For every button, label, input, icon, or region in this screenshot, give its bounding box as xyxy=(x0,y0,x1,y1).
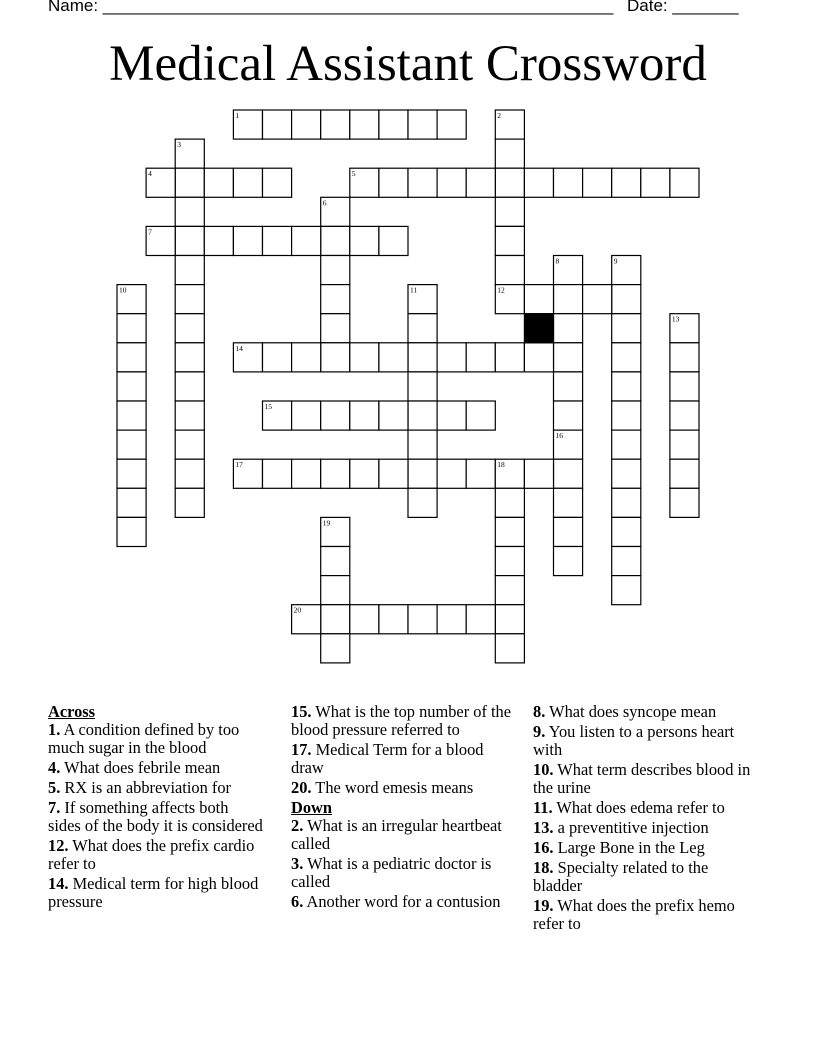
grid-cell[interactable] xyxy=(117,517,146,546)
grid-cell[interactable] xyxy=(379,459,408,488)
grid-cell[interactable] xyxy=(379,110,408,139)
grid-cell[interactable] xyxy=(350,605,379,634)
grid-cell[interactable] xyxy=(495,139,524,168)
grid-cell[interactable] xyxy=(408,314,437,343)
clue-number-4: 4 xyxy=(148,169,152,179)
clue-text: What term describes blood in the urine xyxy=(533,760,751,797)
grid-cell[interactable] xyxy=(495,226,524,255)
grid-cell[interactable] xyxy=(495,168,524,197)
date-field-label: Date: _______ xyxy=(627,0,739,15)
grid-cell[interactable] xyxy=(670,401,699,430)
grid-cell[interactable] xyxy=(524,343,553,372)
clue-number-11: 11 xyxy=(410,285,418,295)
clue-number-16: 16 xyxy=(555,431,563,441)
clue-number-18: 18 xyxy=(497,460,505,470)
clue-item xyxy=(291,855,513,891)
grid-cell[interactable] xyxy=(495,517,524,546)
grid-cell[interactable] xyxy=(670,168,699,197)
grid-cell[interactable] xyxy=(175,314,204,343)
grid-cell[interactable] xyxy=(437,168,466,197)
grid-cell[interactable] xyxy=(612,168,641,197)
grid-cell[interactable] xyxy=(117,430,146,459)
grid-cell[interactable] xyxy=(379,401,408,430)
grid-cell[interactable] xyxy=(495,256,524,285)
grid-cell[interactable] xyxy=(350,343,379,372)
grid-cell[interactable] xyxy=(233,168,262,197)
grid-cell[interactable] xyxy=(408,430,437,459)
clues-column-2 xyxy=(291,703,513,913)
clue-number: 12. xyxy=(48,836,69,855)
grid-cell[interactable] xyxy=(554,401,583,430)
grid-cell[interactable] xyxy=(612,547,641,576)
grid-cell[interactable] xyxy=(117,372,146,401)
grid-cell[interactable] xyxy=(495,634,524,663)
clues-column-3 xyxy=(533,703,758,935)
grid-cell[interactable] xyxy=(321,576,350,605)
grid-cell[interactable] xyxy=(437,605,466,634)
grid-cell[interactable] xyxy=(466,459,495,488)
clue-item xyxy=(291,741,513,777)
grid-cell[interactable] xyxy=(554,285,583,314)
grid-cell[interactable] xyxy=(612,314,641,343)
grid-cell[interactable] xyxy=(350,226,379,255)
clue-number: 14. xyxy=(48,874,69,893)
clue-item xyxy=(48,759,263,777)
clue-text: Large Bone in the Leg xyxy=(553,838,705,857)
grid-cell[interactable] xyxy=(641,168,670,197)
clue-text: What is the top number of the blood pressure referred to xyxy=(291,702,512,739)
clue-number: 8. xyxy=(533,702,546,721)
clue-number-6: 6 xyxy=(322,198,327,208)
grid-cell[interactable] xyxy=(554,547,583,576)
grid-cell[interactable] xyxy=(233,226,262,255)
grid-cell[interactable] xyxy=(495,547,524,576)
clue-number: 17. xyxy=(291,740,312,759)
grid-cell[interactable] xyxy=(554,372,583,401)
clue-number: 20. xyxy=(291,778,312,797)
clue-item xyxy=(533,859,758,895)
clue-text: a preventitive injection xyxy=(553,818,709,837)
grid-cell[interactable] xyxy=(321,547,350,576)
clue-item xyxy=(48,837,263,873)
grid-cell[interactable] xyxy=(263,226,292,255)
grid-cell[interactable] xyxy=(583,285,612,314)
clue-heading-across: Across xyxy=(48,702,96,721)
clue-number: 11. xyxy=(533,798,553,817)
grid-cell[interactable] xyxy=(408,459,437,488)
clue-text: What does febrile mean xyxy=(60,758,221,777)
clue-text: A condition defined by too much sugar in the blood xyxy=(48,720,240,757)
clue-item xyxy=(533,703,758,721)
grid-cell[interactable] xyxy=(204,226,233,255)
clue-number: 1. xyxy=(48,720,61,739)
clue-number-10: 10 xyxy=(119,285,127,295)
grid-cell[interactable] xyxy=(117,488,146,517)
grid-cell[interactable] xyxy=(612,459,641,488)
grid-cell[interactable] xyxy=(437,343,466,372)
clue-number: 7. xyxy=(48,798,61,817)
grid-cell[interactable] xyxy=(117,401,146,430)
grid-cell[interactable] xyxy=(554,168,583,197)
grid-cell[interactable] xyxy=(466,343,495,372)
grid-cell[interactable] xyxy=(350,459,379,488)
clue-number-2: 2 xyxy=(497,111,502,120)
clue-number-3: 3 xyxy=(177,140,181,150)
grid-cell[interactable] xyxy=(175,459,204,488)
clue-text: Specialty related to the bladder xyxy=(533,858,709,895)
grid-cell[interactable] xyxy=(495,488,524,517)
clue-text: Another word for a contusion xyxy=(303,892,501,911)
clue-number: 13. xyxy=(533,818,554,837)
grid-cell[interactable] xyxy=(321,314,350,343)
clue-number: 2. xyxy=(291,816,304,835)
grid-cell[interactable] xyxy=(292,343,321,372)
clue-number: 5. xyxy=(48,778,61,797)
grid-cell[interactable] xyxy=(495,197,524,226)
grid-cell[interactable] xyxy=(204,168,233,197)
clue-number-14: 14 xyxy=(235,343,243,353)
grid-cell[interactable] xyxy=(612,517,641,546)
grid-cell[interactable] xyxy=(495,605,524,634)
grid-cell[interactable] xyxy=(175,256,204,285)
clue-item xyxy=(291,779,513,797)
grid-cell[interactable] xyxy=(379,168,408,197)
name-field-label: Name: ______________________________________________________ xyxy=(48,0,614,15)
clue-number-12: 12 xyxy=(497,285,505,295)
grid-cell[interactable] xyxy=(175,488,204,517)
clue-number-19: 19 xyxy=(322,518,331,528)
grid-cell[interactable] xyxy=(437,459,466,488)
clue-number: 10. xyxy=(533,760,554,779)
grid-cell[interactable] xyxy=(379,605,408,634)
clue-item xyxy=(48,799,263,835)
grid-cell[interactable] xyxy=(321,634,350,663)
clue-text: What does the prefix hemo refer to xyxy=(533,896,735,933)
clue-text: Medical Term for a blood draw xyxy=(291,740,484,777)
clue-item xyxy=(291,893,513,911)
clue-number-1: 1 xyxy=(235,111,240,120)
grid-cell[interactable] xyxy=(670,459,699,488)
clue-item xyxy=(533,799,758,817)
grid-cell[interactable] xyxy=(612,285,641,314)
grid-cell[interactable] xyxy=(466,401,495,430)
clue-number: 18. xyxy=(533,858,554,877)
clue-item xyxy=(48,875,263,911)
clue-item xyxy=(533,819,758,837)
grid-cell[interactable] xyxy=(408,488,437,517)
grid-cell[interactable] xyxy=(117,459,146,488)
clue-item xyxy=(533,839,758,857)
grid-cell[interactable] xyxy=(175,343,204,372)
clue-number-8: 8 xyxy=(555,256,560,266)
clue-number-13: 13 xyxy=(671,314,680,324)
grid-cell[interactable] xyxy=(263,459,292,488)
grid-cell[interactable] xyxy=(321,343,350,372)
clue-text: What does the prefix cardio refer to xyxy=(48,836,255,873)
grid-cell[interactable] xyxy=(408,605,437,634)
clue-text: You listen to a persons heart with xyxy=(533,722,735,759)
clue-number: 15. xyxy=(291,702,312,721)
clue-number-9: 9 xyxy=(613,256,618,266)
grid-cell[interactable] xyxy=(175,401,204,430)
grid-cell[interactable] xyxy=(263,343,292,372)
clue-text: Medical term for high blood pressure xyxy=(48,874,259,911)
grid-cell[interactable] xyxy=(612,430,641,459)
clue-number-17: 17 xyxy=(235,460,243,470)
grid-cell[interactable] xyxy=(670,372,699,401)
grid-cell[interactable] xyxy=(524,168,553,197)
grid-cell[interactable] xyxy=(321,226,350,255)
grid-cell[interactable] xyxy=(408,343,437,372)
grid-cell[interactable] xyxy=(670,430,699,459)
clue-item xyxy=(533,723,758,759)
grid-cell[interactable] xyxy=(175,197,204,226)
clue-item xyxy=(533,897,758,933)
grid-cell[interactable] xyxy=(321,459,350,488)
grid-cell[interactable] xyxy=(321,285,350,314)
clue-number-20: 20 xyxy=(293,605,302,615)
clue-text: The word emesis means xyxy=(311,778,474,797)
grid-cell[interactable] xyxy=(263,110,292,139)
grid-cell[interactable] xyxy=(612,343,641,372)
clue-item xyxy=(291,703,513,739)
grid-cell[interactable] xyxy=(612,576,641,605)
grid-cell[interactable] xyxy=(350,110,379,139)
grid-cell[interactable] xyxy=(437,110,466,139)
grid-cell[interactable] xyxy=(117,343,146,372)
grid-cell[interactable] xyxy=(292,401,321,430)
grid-cell[interactable] xyxy=(350,401,379,430)
clue-text: What is an irregular heartbeat called xyxy=(291,816,502,853)
grid-cell[interactable] xyxy=(612,488,641,517)
clue-item xyxy=(48,779,263,797)
clue-number: 3. xyxy=(291,854,304,873)
clue-number: 9. xyxy=(533,722,546,741)
clue-heading-down: Down xyxy=(291,798,332,817)
grid-cell[interactable] xyxy=(495,343,524,372)
clue-number-5: 5 xyxy=(351,169,356,179)
grid-cell[interactable] xyxy=(670,343,699,372)
grid-cell[interactable] xyxy=(175,430,204,459)
clue-number: 16. xyxy=(533,838,554,857)
clue-number: 19. xyxy=(533,896,554,915)
grid-cell[interactable] xyxy=(554,314,583,343)
clue-item xyxy=(533,761,758,797)
clue-text: If something affects both sides of the body it is considered xyxy=(48,798,263,835)
grid-cell[interactable] xyxy=(292,110,321,139)
grid-cell[interactable] xyxy=(175,168,204,197)
grid-cell[interactable] xyxy=(175,226,204,255)
grid-cell[interactable] xyxy=(554,517,583,546)
grid-cell[interactable] xyxy=(408,372,437,401)
grid-cell[interactable] xyxy=(554,343,583,372)
grid-cell[interactable] xyxy=(670,488,699,517)
grid-cell[interactable] xyxy=(524,459,553,488)
grid-cell[interactable] xyxy=(263,168,292,197)
clue-text: RX is an abbreviation for xyxy=(60,778,231,797)
grid-cell[interactable] xyxy=(175,285,204,314)
grid-cell[interactable] xyxy=(175,372,204,401)
grid-cell[interactable] xyxy=(321,401,350,430)
grid-cell[interactable] xyxy=(466,605,495,634)
grid-cell[interactable] xyxy=(583,168,612,197)
grid-cell[interactable] xyxy=(524,285,553,314)
grid-cell[interactable] xyxy=(466,168,495,197)
grid-cell[interactable] xyxy=(408,168,437,197)
grid-cell[interactable] xyxy=(554,459,583,488)
grid-cell[interactable] xyxy=(321,605,350,634)
grid-cell[interactable] xyxy=(292,459,321,488)
grid-cell[interactable] xyxy=(117,314,146,343)
shaded-cell xyxy=(524,314,553,343)
page-title: Medical Assistant Crossword xyxy=(109,36,707,92)
grid-cell[interactable] xyxy=(379,343,408,372)
clue-text: What does syncope mean xyxy=(545,702,717,721)
grid-cell[interactable] xyxy=(321,256,350,285)
grid-cell[interactable] xyxy=(408,401,437,430)
grid-cell[interactable] xyxy=(437,401,466,430)
grid-cell[interactable] xyxy=(612,401,641,430)
grid-cell[interactable] xyxy=(292,226,321,255)
clues-column-1 xyxy=(48,703,263,913)
grid-cell[interactable] xyxy=(554,488,583,517)
clue-number-7: 7 xyxy=(148,227,152,237)
clue-number: 6. xyxy=(291,892,304,911)
grid-cell[interactable] xyxy=(495,576,524,605)
grid-cell[interactable] xyxy=(321,110,350,139)
grid-cell[interactable] xyxy=(408,110,437,139)
clue-text: What does edema refer to xyxy=(552,798,725,817)
clue-number: 4. xyxy=(48,758,61,777)
clue-text: What is a pediatric doctor is called xyxy=(291,854,492,891)
grid-cell[interactable] xyxy=(612,372,641,401)
grid-cell[interactable] xyxy=(379,226,408,255)
clue-item xyxy=(48,721,263,757)
clue-number-15: 15 xyxy=(264,402,272,411)
clue-item xyxy=(291,817,513,853)
